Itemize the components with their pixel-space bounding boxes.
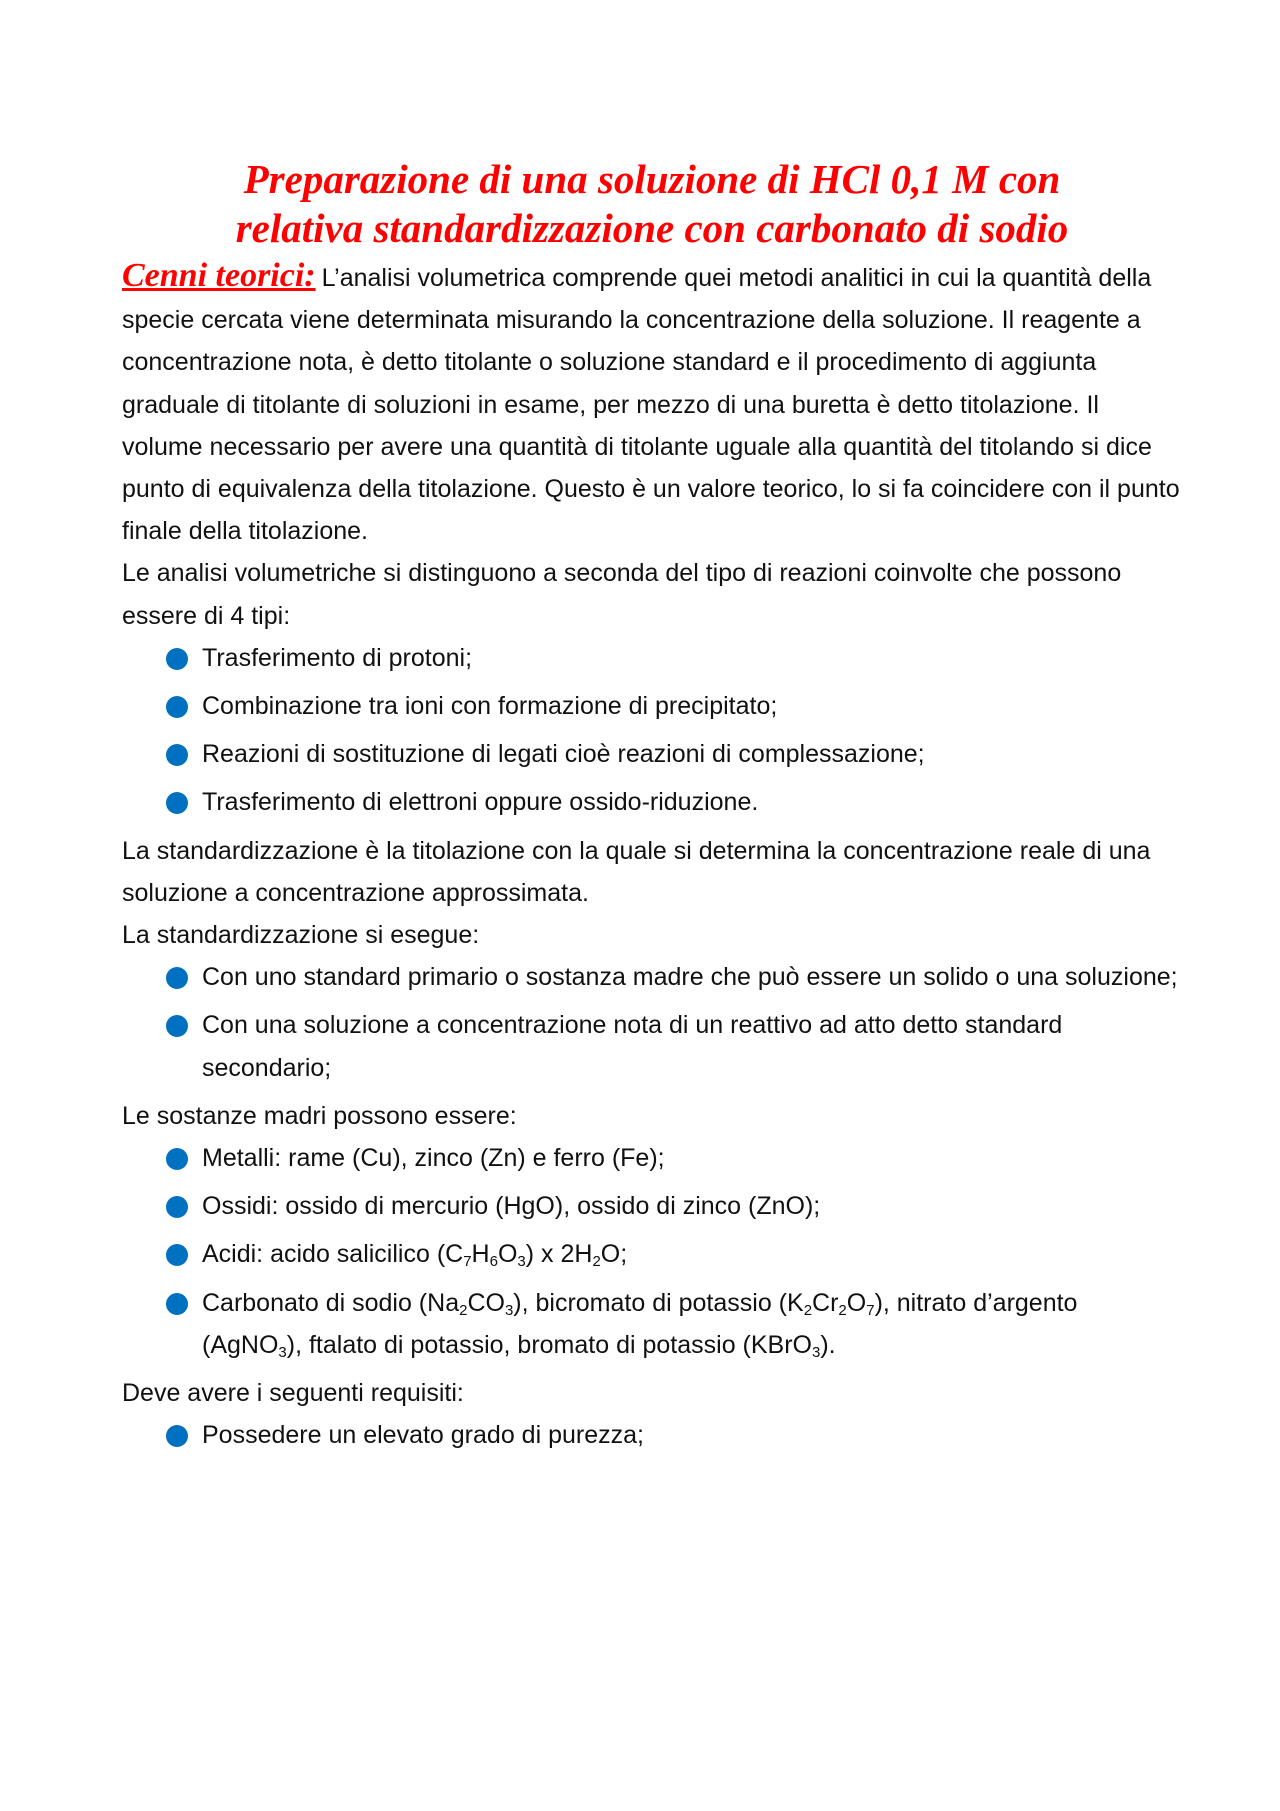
- standardization-paragraph: La standardizzazione è la titolazione con la quale si determina la concentrazione reale di una soluzione a concentrazione approssimata.: [122, 836, 1151, 907]
- bullet-icon: [166, 1015, 188, 1037]
- bullet-icon: [166, 648, 188, 670]
- list-item: Acidi: acido salicilico $(C_7H_6O_3)$ x $2H_2O$;: [166, 1233, 1182, 1275]
- bullet-icon: [166, 967, 188, 989]
- requirements-lead: Deve avere i seguenti requisiti:: [122, 1379, 464, 1408]
- title-line-1: Preparazione di una soluzione di HCl 0,1 M con: [243, 156, 1061, 202]
- requirements-list: [122, 1414, 1182, 1456]
- bullet-icon: [166, 1425, 188, 1447]
- bullet-icon: [166, 1196, 188, 1218]
- list-item: Metalli: rame (Cu), zinco (Zn) e ferro (Fe);: [166, 1137, 1182, 1179]
- list-item: Possedere un elevato grado di purezza;: [166, 1414, 1182, 1456]
- document-page: [122, 155, 1182, 1456]
- list-item: Carbonato di sodio $(Na_2CO_3)$, bicromato di potassio $(K_2Cr_2O_7)$, nitrato d’argento (AgNO$_3$), ftalato di potassio, bromato di potassio (KBrO$_3$).: [166, 1282, 1182, 1366]
- list-item: Trasferimento di elettroni oppure ossido-riduzione.: [166, 781, 1182, 823]
- bullet-icon: [166, 744, 188, 766]
- primary-standards-list: [122, 1137, 1182, 1366]
- body: [122, 255, 1182, 1456]
- standardization-list: [122, 956, 1182, 1089]
- section-heading: Cenni teorici:: [122, 257, 316, 294]
- reaction-types-list: [122, 637, 1182, 824]
- list-item: Reazioni di sostituzione di legati cioè reazioni di complessazione;: [166, 733, 1182, 775]
- list-item: Con uno standard primario o sostanza madre che può essere un solido o una soluzione;: [166, 956, 1182, 998]
- bullet-icon: [166, 1148, 188, 1170]
- title-line-2: relativa standardizzazione con carbonato di sodio: [235, 205, 1069, 251]
- list-item: Ossidi: ossido di mercurio (HgO), ossido di zinco (ZnO);: [166, 1185, 1182, 1227]
- bullet-icon: [166, 792, 188, 814]
- list-item: Combinazione tra ioni con formazione di precipitato;: [166, 685, 1182, 727]
- standardization-lead: La standardizzazione si esegue:: [122, 921, 480, 950]
- bullet-icon: [166, 1244, 188, 1266]
- primary-standards-lead: Le sostanze madri possono essere:: [122, 1101, 517, 1130]
- bullet-icon: [166, 696, 188, 718]
- list-item: Trasferimento di protoni;: [166, 637, 1182, 679]
- intro-text: L’analisi volumetrica comprende quei metodi analitici in cui la quantità della specie cercata viene determinata misurando la concentrazione della soluzione. Il reagente a concentrazione nota, è detto titolante o soluzione standard e il procedimento di aggiunta graduale di titolante di soluzioni in esame, per mezzo di una buretta è detto titolazione. Il volume necessario per avere una quantità di titolante uguale alla quantità del titolando si dice punto di equivalenza della titolazione. Questo è un valore teorico, lo si fa coincidere con il punto finale della titolazione.: [122, 264, 1180, 546]
- list-item: Con una soluzione a concentrazione nota di un reattivo ad atto detto standard secondario;: [166, 1004, 1182, 1088]
- document-title: [122, 155, 1182, 253]
- bullet-icon: [166, 1293, 188, 1315]
- intro-paragraph: [122, 255, 1182, 552]
- reaction-types-lead: Le analisi volumetriche si distinguono a seconda del tipo di reazioni coinvolte che possono essere di 4 tipi:: [122, 559, 1122, 630]
